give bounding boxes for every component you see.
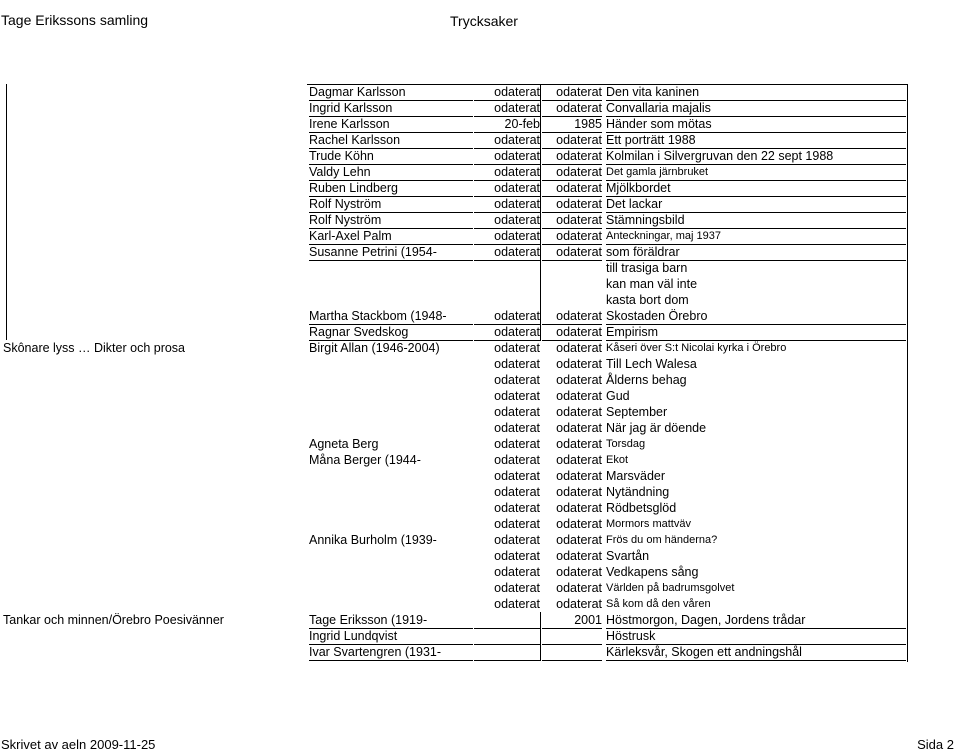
date-cell	[474, 276, 541, 292]
year-cell: odaterat	[556, 501, 602, 515]
table-row	[0, 356, 960, 372]
collection-cell	[3, 628, 303, 644]
title-cell: till trasiga barn	[606, 261, 688, 275]
author-cell: Agneta Berg	[309, 437, 379, 451]
author-cell	[309, 500, 473, 516]
collection-cell	[3, 308, 303, 324]
collection-cell	[3, 292, 303, 308]
collection-cell	[3, 148, 303, 164]
author-cell: Trude Köhn	[309, 148, 473, 165]
collection-cell	[3, 452, 303, 468]
title-cell: Det lackar	[606, 196, 906, 213]
collection-cell	[3, 180, 303, 196]
table-row	[0, 148, 960, 164]
date-cell	[474, 628, 541, 645]
year-cell: odaterat	[556, 517, 602, 531]
date-cell: odaterat	[494, 357, 540, 371]
author-cell: Tage Eriksson (1919-	[309, 612, 473, 629]
table-row	[0, 340, 960, 356]
title-cell: Den vita kaninen	[606, 84, 906, 101]
date-cell	[474, 612, 541, 629]
title-cell: Gud	[606, 389, 630, 403]
table-row	[0, 500, 960, 516]
title-cell: När jag är döende	[606, 421, 707, 435]
author-cell	[309, 580, 473, 596]
page-header-collection: Tage Erikssons samling	[1, 12, 149, 28]
collection-cell	[3, 404, 303, 420]
date-cell: odaterat	[494, 469, 540, 483]
title-cell: Ett porträtt 1988	[606, 132, 906, 149]
year-cell	[542, 292, 602, 308]
date-cell: odaterat	[494, 581, 540, 595]
title-cell: Kåseri över S:t Nicolai kyrka i Örebro	[606, 342, 787, 354]
collection-cell	[3, 116, 303, 132]
year-cell: odaterat	[542, 308, 602, 325]
table-row	[0, 484, 960, 500]
title-cell: Vedkapens sång	[606, 565, 699, 579]
date-cell: odaterat	[494, 565, 540, 579]
title-cell: Kärleksvår, Skogen ett andningshål	[606, 644, 906, 661]
title-cell: Nytändning	[606, 485, 670, 499]
author-cell	[309, 516, 473, 532]
collection-cell: Skônare lyss … Dikter och prosa	[3, 341, 186, 355]
title-cell: Höstmorgon, Dagen, Jordens trådar	[606, 612, 906, 629]
table-row	[0, 292, 960, 308]
title-cell: Frös du om händerna?	[606, 534, 718, 546]
title-cell: September	[606, 405, 668, 419]
title-cell: Marsväder	[606, 469, 666, 483]
table-row	[0, 276, 960, 292]
collection-cell	[3, 228, 303, 244]
title-cell: Mormors mattväv	[606, 518, 691, 530]
year-cell: odaterat	[556, 341, 602, 355]
date-cell: odaterat	[474, 132, 541, 149]
author-cell	[309, 388, 473, 404]
collection-cell	[3, 356, 303, 372]
title-cell: Svartån	[606, 549, 650, 563]
table-row	[0, 324, 960, 340]
date-cell: odaterat	[494, 373, 540, 387]
table-row	[0, 628, 960, 644]
date-cell: odaterat	[494, 389, 540, 403]
table-row	[0, 644, 960, 660]
title-cell: Höstrusk	[606, 628, 906, 645]
year-cell: odaterat	[542, 244, 602, 261]
date-cell	[474, 292, 541, 308]
table-row	[0, 116, 960, 132]
date-cell: 20-feb	[474, 116, 541, 133]
year-cell: odaterat	[542, 84, 602, 101]
author-cell: Valdy Lehn	[309, 164, 473, 181]
title-cell: Ålderns behag	[606, 373, 687, 387]
collection-cell	[3, 260, 303, 276]
author-cell	[309, 404, 473, 420]
table-row	[0, 532, 960, 548]
table-row	[0, 164, 960, 180]
year-cell: odaterat	[556, 469, 602, 483]
year-cell: odaterat	[542, 196, 602, 213]
author-cell: Rolf Nyström	[309, 212, 473, 229]
table-row	[0, 308, 960, 324]
author-cell: Ingrid Karlsson	[309, 100, 473, 117]
table-row	[0, 404, 960, 420]
table-row	[0, 420, 960, 436]
collection-cell: Tankar och minnen/Örebro Poesivänner	[3, 613, 224, 627]
year-cell: odaterat	[542, 228, 602, 245]
date-cell: odaterat	[474, 196, 541, 213]
table-row	[0, 180, 960, 196]
table-row	[0, 132, 960, 148]
date-cell: odaterat	[474, 148, 541, 165]
table-row	[0, 596, 960, 612]
author-cell	[309, 548, 473, 564]
title-cell: Mjölkbordet	[606, 180, 906, 197]
author-cell	[309, 596, 473, 612]
year-cell: odaterat	[556, 389, 602, 403]
date-cell: odaterat	[474, 84, 541, 101]
collection-cell	[3, 372, 303, 388]
author-cell	[309, 420, 473, 436]
year-cell: odaterat	[542, 148, 602, 165]
year-cell: odaterat	[556, 581, 602, 595]
collection-cell	[3, 132, 303, 148]
title-cell: Så kom då den våren	[606, 598, 711, 610]
table-row	[0, 516, 960, 532]
year-cell: odaterat	[542, 164, 602, 181]
author-cell: Martha Stackbom (1948-	[309, 308, 473, 325]
date-cell: odaterat	[494, 405, 540, 419]
table-row	[0, 548, 960, 564]
date-cell: odaterat	[494, 421, 540, 435]
year-cell: odaterat	[556, 565, 602, 579]
date-cell: odaterat	[474, 180, 541, 197]
title-cell: Skostaden Örebro	[606, 308, 906, 325]
table-row	[0, 196, 960, 212]
collection-cell	[3, 84, 303, 100]
title-cell: Kolmilan i Silvergruvan den 22 sept 1988	[606, 148, 906, 165]
title-cell: kan man väl inte	[606, 277, 698, 291]
title-cell: som föräldrar	[606, 244, 906, 261]
year-cell	[542, 644, 602, 661]
table-row	[0, 260, 960, 276]
collection-cell	[3, 420, 303, 436]
year-cell	[542, 628, 602, 645]
collection-cell	[3, 196, 303, 212]
year-cell: odaterat	[556, 597, 602, 611]
collection-cell	[3, 580, 303, 596]
table-row	[0, 388, 960, 404]
title-cell: Händer som mötas	[606, 116, 906, 133]
collection-cell	[3, 324, 303, 340]
title-cell: Anteckningar, maj 1937	[606, 228, 906, 245]
catalog-table	[0, 84, 960, 660]
collection-cell	[3, 100, 303, 116]
author-cell	[309, 484, 473, 500]
date-cell: odaterat	[494, 517, 540, 531]
year-cell: odaterat	[556, 453, 602, 467]
author-cell	[309, 468, 473, 484]
collection-cell	[3, 244, 303, 260]
year-cell: odaterat	[542, 180, 602, 197]
title-cell: Ekot	[606, 454, 629, 466]
table-row	[0, 452, 960, 468]
title-cell: Convallaria majalis	[606, 100, 906, 117]
author-cell: Ragnar Svedskog	[309, 324, 473, 341]
collection-cell	[3, 276, 303, 292]
year-cell	[542, 260, 602, 276]
table-row	[0, 228, 960, 244]
date-cell	[474, 644, 541, 661]
author-cell	[309, 260, 473, 276]
year-cell: odaterat	[542, 100, 602, 117]
author-cell	[309, 356, 473, 372]
author-cell: Irene Karlsson	[309, 116, 473, 133]
date-cell: odaterat	[474, 324, 541, 341]
collection-cell	[3, 212, 303, 228]
date-cell: odaterat	[494, 549, 540, 563]
table-row	[0, 244, 960, 260]
author-cell: Rachel Karlsson	[309, 132, 473, 149]
year-cell: odaterat	[556, 485, 602, 499]
title-cell: Stämningsbild	[606, 212, 906, 229]
collection-cell	[3, 548, 303, 564]
table-row	[0, 100, 960, 116]
year-cell: odaterat	[542, 132, 602, 149]
year-cell: odaterat	[556, 437, 602, 451]
author-cell: Dagmar Karlsson	[309, 84, 473, 101]
collection-cell	[3, 516, 303, 532]
title-cell: Rödbetsglöd	[606, 501, 677, 515]
year-cell: odaterat	[556, 405, 602, 419]
date-cell: odaterat	[494, 341, 540, 355]
table-row	[0, 564, 960, 580]
author-cell: Måna Berger (1944-	[309, 453, 421, 467]
collection-cell	[3, 564, 303, 580]
date-cell: odaterat	[494, 437, 540, 451]
collection-cell	[3, 644, 303, 660]
year-cell: odaterat	[556, 373, 602, 387]
year-cell: 1985	[542, 116, 602, 133]
date-cell	[474, 260, 541, 276]
author-cell: Ingrid Lundqvist	[309, 628, 473, 645]
footer-author-date: Skrivet av aeln 2009-11-25	[1, 737, 156, 752]
collection-cell	[3, 484, 303, 500]
year-cell: 2001	[542, 612, 602, 629]
author-cell: Ruben Lindberg	[309, 180, 473, 197]
date-cell: odaterat	[494, 453, 540, 467]
author-cell: Ivar Svartengren (1931-	[309, 644, 473, 661]
collection-cell	[3, 388, 303, 404]
collection-cell	[3, 164, 303, 180]
author-cell: Karl-Axel Palm	[309, 228, 473, 245]
author-cell: Rolf Nyström	[309, 196, 473, 213]
author-cell: Susanne Petrini (1954-	[309, 244, 473, 261]
title-cell: Empirism	[606, 324, 906, 341]
table-row	[0, 468, 960, 484]
collection-cell	[3, 596, 303, 612]
table-row	[0, 212, 960, 228]
collection-cell	[3, 436, 303, 452]
author-cell	[309, 564, 473, 580]
author-cell	[309, 276, 473, 292]
year-cell: odaterat	[556, 357, 602, 371]
collection-cell	[3, 468, 303, 484]
date-cell: odaterat	[474, 164, 541, 181]
year-cell: odaterat	[542, 324, 602, 341]
title-cell: kasta bort dom	[606, 293, 689, 307]
year-cell: odaterat	[556, 533, 602, 547]
author-cell	[309, 372, 473, 388]
year-cell: odaterat	[556, 549, 602, 563]
page-header-title: Trycksaker	[450, 13, 518, 29]
year-cell: odaterat	[542, 212, 602, 229]
date-cell: odaterat	[494, 501, 540, 515]
table-row	[0, 580, 960, 596]
table-row	[0, 372, 960, 388]
table-row	[0, 436, 960, 452]
date-cell: odaterat	[474, 212, 541, 229]
date-cell: odaterat	[494, 597, 540, 611]
title-cell: Torsdag	[606, 438, 646, 450]
date-cell: odaterat	[474, 100, 541, 117]
table-row	[0, 612, 960, 628]
year-cell: odaterat	[556, 421, 602, 435]
collection-cell	[3, 532, 303, 548]
footer-page-number: Sida 2	[917, 737, 954, 752]
collection-cell	[3, 500, 303, 516]
date-cell: odaterat	[494, 533, 540, 547]
date-cell: odaterat	[494, 485, 540, 499]
date-cell: odaterat	[474, 308, 541, 325]
title-cell: Det gamla järnbruket	[606, 164, 906, 181]
date-cell: odaterat	[474, 244, 541, 261]
author-cell: Annika Burholm (1939-	[309, 533, 437, 547]
author-cell: Birgit Allan (1946-2004)	[309, 341, 440, 355]
year-cell	[542, 276, 602, 292]
title-cell: Till Lech Walesa	[606, 357, 697, 371]
title-cell: Världen på badrumsgolvet	[606, 582, 735, 594]
table-row	[0, 84, 960, 100]
date-cell: odaterat	[474, 228, 541, 245]
author-cell	[309, 292, 473, 308]
